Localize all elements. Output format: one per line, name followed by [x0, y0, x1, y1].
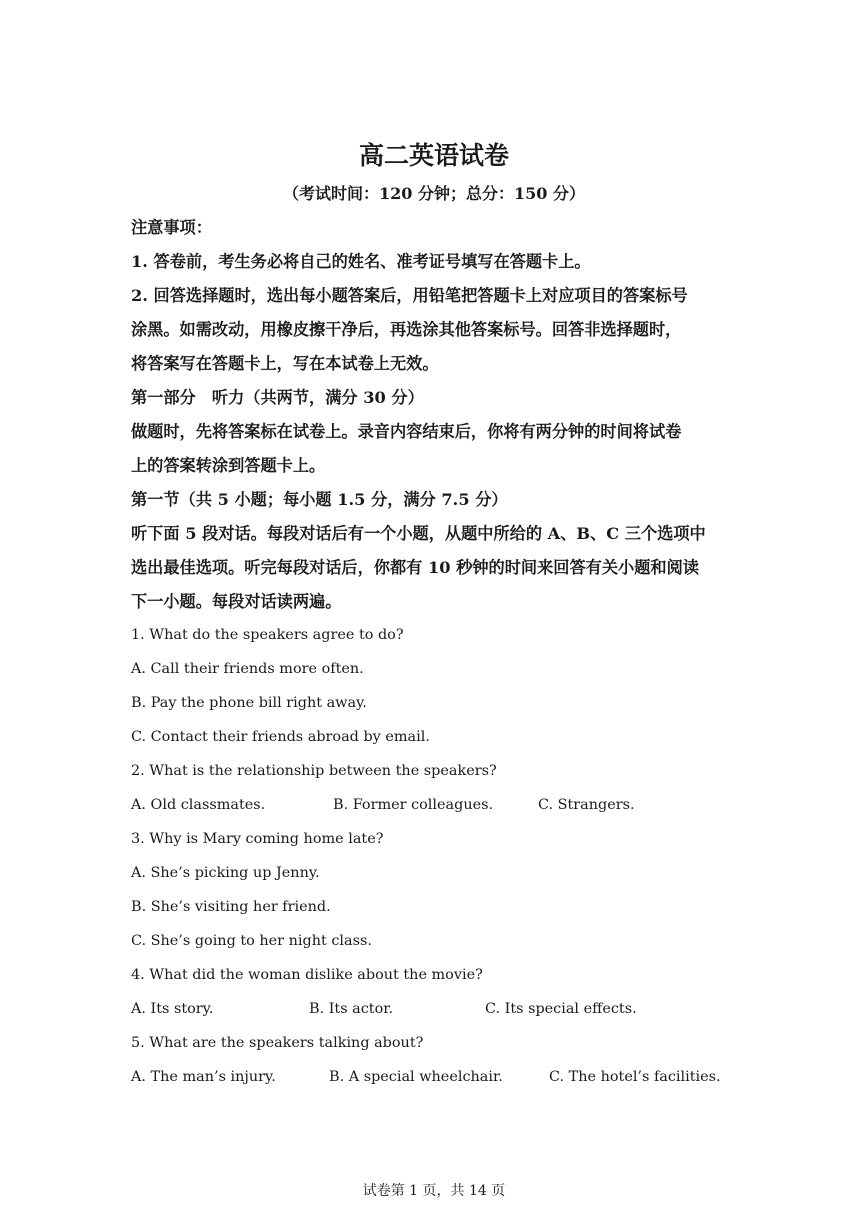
question-1: 1. What do the speakers agree to do? — [131, 627, 404, 643]
question-5-option-c: C. The hotel’s facilities. — [549, 1069, 721, 1085]
section1-instruction-line-3: 下一小题。每段对话读两遍。 — [131, 592, 342, 611]
page-footer: 试卷第 1 页，共 14 页 — [362, 1183, 506, 1199]
question-1-option-b: B. Pay the phone bill right away. — [131, 695, 367, 711]
question-3: 3. Why is Mary coming home late? — [131, 831, 384, 847]
notice-item-2-line-2: 涂黑。如需改动，用橡皮擦干净后，再选涂其他答案标号。回答非选择题时， — [131, 320, 682, 339]
question-2: 2. What is the relationship between the speakers? — [131, 763, 497, 779]
question-5-option-b: B. A special wheelchair. — [329, 1069, 503, 1085]
question-4-option-c: C. Its special effects. — [485, 1001, 637, 1017]
question-3-option-a: A. She’s picking up Jenny. — [131, 865, 320, 881]
part1-instruction-line-2: 上的答案转涂到答题卡上。 — [131, 456, 326, 475]
notice-item-2-line-3: 将答案写在答题卡上，写在本试卷上无效。 — [131, 354, 439, 373]
section1-instruction-line-1: 听下面 5 段对话。每段对话后有一个小题，从题中所给的 A、B、C 三个选项中 — [131, 524, 706, 543]
part1-heading: 第一部分 听力（共两节，满分 30 分） — [131, 388, 424, 407]
question-2-option-b: B. Former colleagues. — [333, 797, 494, 813]
question-1-option-c: C. Contact their friends abroad by email. — [131, 729, 430, 745]
question-1-option-a: A. Call their friends more often. — [131, 661, 364, 677]
question-5: 5. What are the speakers talking about? — [131, 1035, 424, 1051]
section1-heading: 第一节（共 5 小题；每小题 1.5 分，满分 7.5 分） — [131, 490, 508, 509]
question-2-option-a: A. Old classmates. — [131, 797, 266, 813]
part1-instruction-line-1: 做题时，先将答案标在试卷上。录音内容结束后，你将有两分钟的时间将试卷 — [131, 422, 682, 441]
question-2-option-c: C. Strangers. — [538, 797, 635, 813]
question-4-option-b: B. Its actor. — [309, 1001, 394, 1017]
notice-heading: 注意事项： — [131, 218, 212, 237]
question-4: 4. What did the woman dislike about the movie? — [131, 967, 483, 983]
question-4-option-a: A. Its story. — [131, 1001, 214, 1017]
question-3-option-c: C. She’s going to her night class. — [131, 933, 372, 949]
page-title: 高二英语试卷 — [358, 141, 509, 170]
exam-info: （考试时间：120 分钟；总分：150 分） — [283, 184, 585, 203]
question-5-option-a: A. The man’s injury. — [131, 1069, 276, 1085]
notice-item-2-line-1: 2. 回答选择题时，选出每小题答案后，用铅笔把答题卡上对应项目的答案标号 — [131, 286, 688, 305]
notice-item-1: 1. 答卷前，考生务必将自己的姓名、准考证号填写在答题卡上。 — [131, 252, 591, 271]
section1-instruction-line-2: 选出最佳选项。听完每段对话后，你都有 10 秒钟的时间来回答有关小题和阅读 — [131, 558, 699, 577]
question-3-option-b: B. She’s visiting her friend. — [131, 899, 331, 915]
